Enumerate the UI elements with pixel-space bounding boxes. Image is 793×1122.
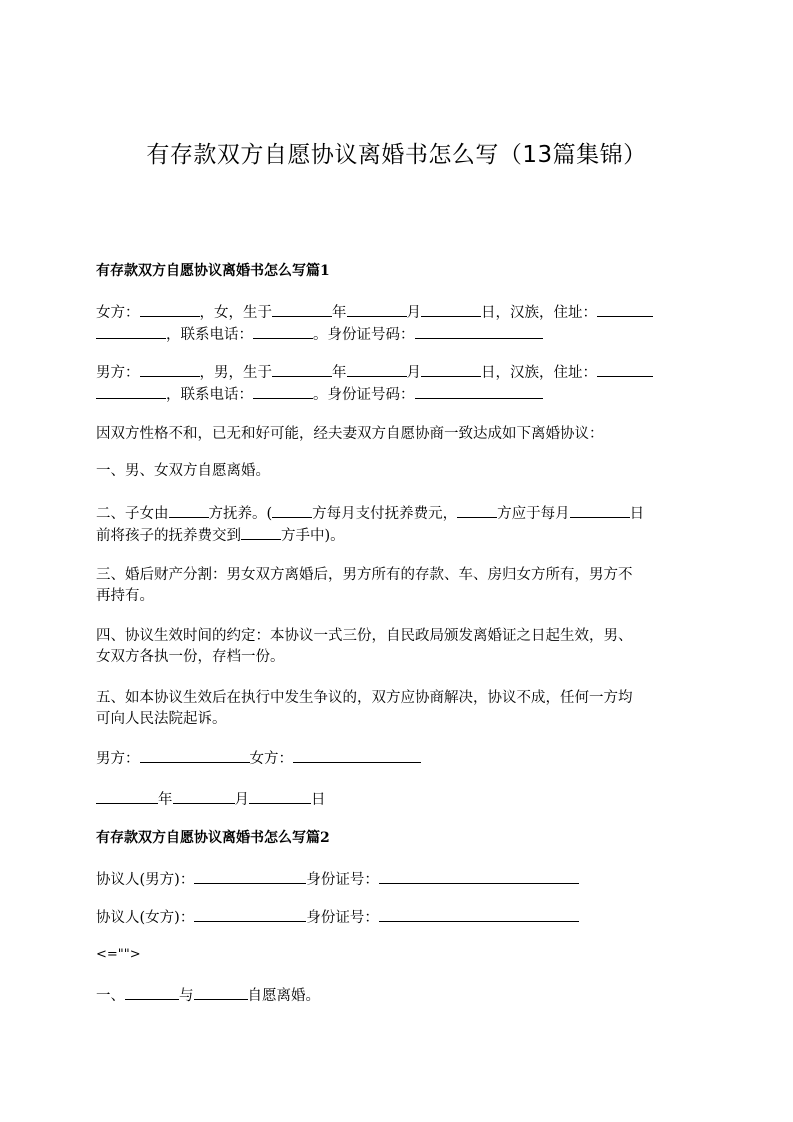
date-line: 年 月 日 xyxy=(96,789,696,811)
party-female-line: 协议人(女方)： 身份证号： xyxy=(96,907,696,929)
female-info-line: 女方： ，女，生于 年 月 日，汉族，住址： ，联系电话： 。身份证号码： xyxy=(96,302,696,346)
clause-2: 二、子女由 方抚养。( 方每月支付抚养费元， 方应于每月 日 前将孩子的抚养费交到 方手中)。 xyxy=(96,503,696,547)
clause-3: 三、婚后财产分割：男女双方离婚后，男方所有的存款、车、房归女方所有，男方不 再持有。 xyxy=(96,567,633,604)
male-info-line: 男方： ，男，生于 年 月 日，汉族，住址： ，联系电话： 。身份证号码： xyxy=(96,362,696,406)
section2-clause-1: 一、 与 自愿离婚。 xyxy=(96,985,696,1007)
clause-1: 一、男、女双方自愿离婚。 xyxy=(96,463,270,479)
stray-markup-text: <=""> xyxy=(96,947,141,962)
section-heading-2: 有存款双方自愿协议离婚书怎么写篇2 xyxy=(96,830,330,846)
document-title: 有存款双方自愿协议离婚书怎么写（13篇集锦） xyxy=(146,142,647,168)
signature-line: 男方： 女方： xyxy=(96,748,696,770)
intro-paragraph: 因双方性格不和，已无和好可能，经夫妻双方自愿协商一致达成如下离婚协议： xyxy=(96,426,604,442)
party-male-line: 协议人(男方)： 身份证号： xyxy=(96,869,696,891)
clause-4: 四、协议生效时间的约定：本协议一式三份，自民政局颁发离婚证之日起生效，男、 女双方各执一份，存档一份。 xyxy=(96,628,633,665)
section-heading-1: 有存款双方自愿协议离婚书怎么写篇1 xyxy=(96,263,330,279)
clause-5: 五、如本协议生效后在执行中发生争议的，双方应协商解决，协议不成，任何一方均 可向人民法院起诉。 xyxy=(96,690,633,727)
